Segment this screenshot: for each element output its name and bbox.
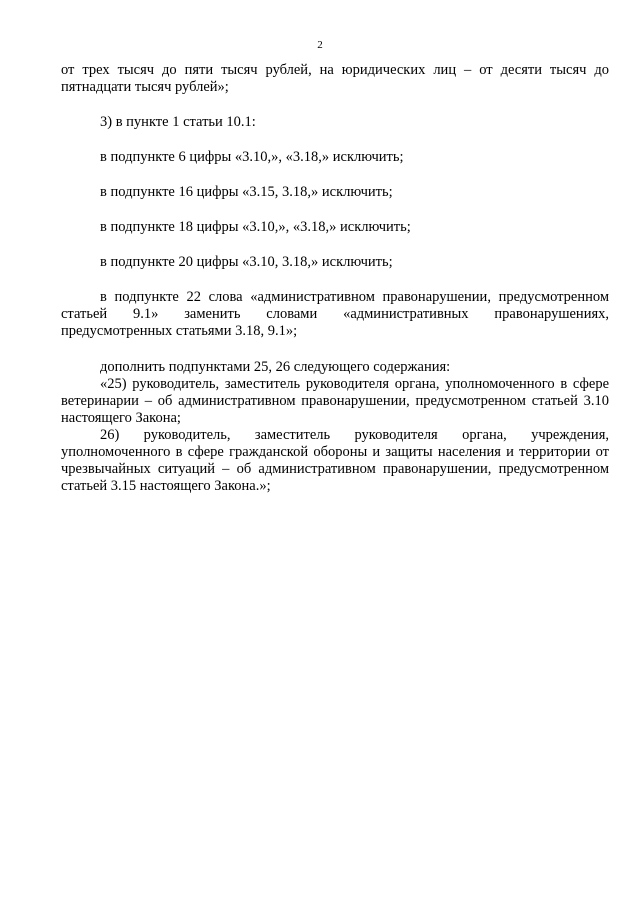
paragraph-subitem-20: в подпункте 20 цифры «3.10, 3.18,» исключить; bbox=[100, 254, 393, 270]
paragraph-item-3: 3) в пункте 1 статьи 10.1: bbox=[100, 114, 256, 130]
paragraph-new-subitem-25: «25) руководитель, заместитель руководителя органа, уполномоченного в сфере ветеринарии – об административном правонарушении, предусмотренном статьей 3.10 настоящего Закона; bbox=[61, 376, 609, 426]
document-body bbox=[61, 62, 609, 495]
paragraph-add-subitems: дополнить подпунктами 25, 26 следующего содержания: bbox=[100, 359, 451, 375]
paragraph-continuation: от трех тысяч до пяти тысяч рублей, на юридических лиц – от десяти тысяч до пятнадцати тысяч рублей»; bbox=[61, 62, 609, 95]
paragraph-subitem-6: в подпункте 6 цифры «3.10,», «3.18,» исключить; bbox=[100, 149, 404, 165]
paragraph-subitem-16: в подпункте 16 цифры «3.15, 3.18,» исключить; bbox=[100, 184, 393, 200]
paragraph-new-subitem-26: 26) руководитель, заместитель руководителя органа, учреждения, уполномоченного в сфере гражданской обороны и защиты населения и территории от чрезвычайных ситуаций – об административном правонарушении, предусмотренном статьей 3.15 настоящего Закона.»; bbox=[61, 427, 609, 494]
paragraph-subitem-18: в подпункте 18 цифры «3.10,», «3.18,» исключить; bbox=[100, 219, 411, 235]
paragraph-subitem-22: в подпункте 22 слова «административном правонарушении, предусмотренном статьей 9.1» заменить словами «административных правонарушениях, предусмотренных статьями 3.18, 9.1»; bbox=[61, 289, 609, 339]
page-number: 2 bbox=[317, 39, 323, 51]
